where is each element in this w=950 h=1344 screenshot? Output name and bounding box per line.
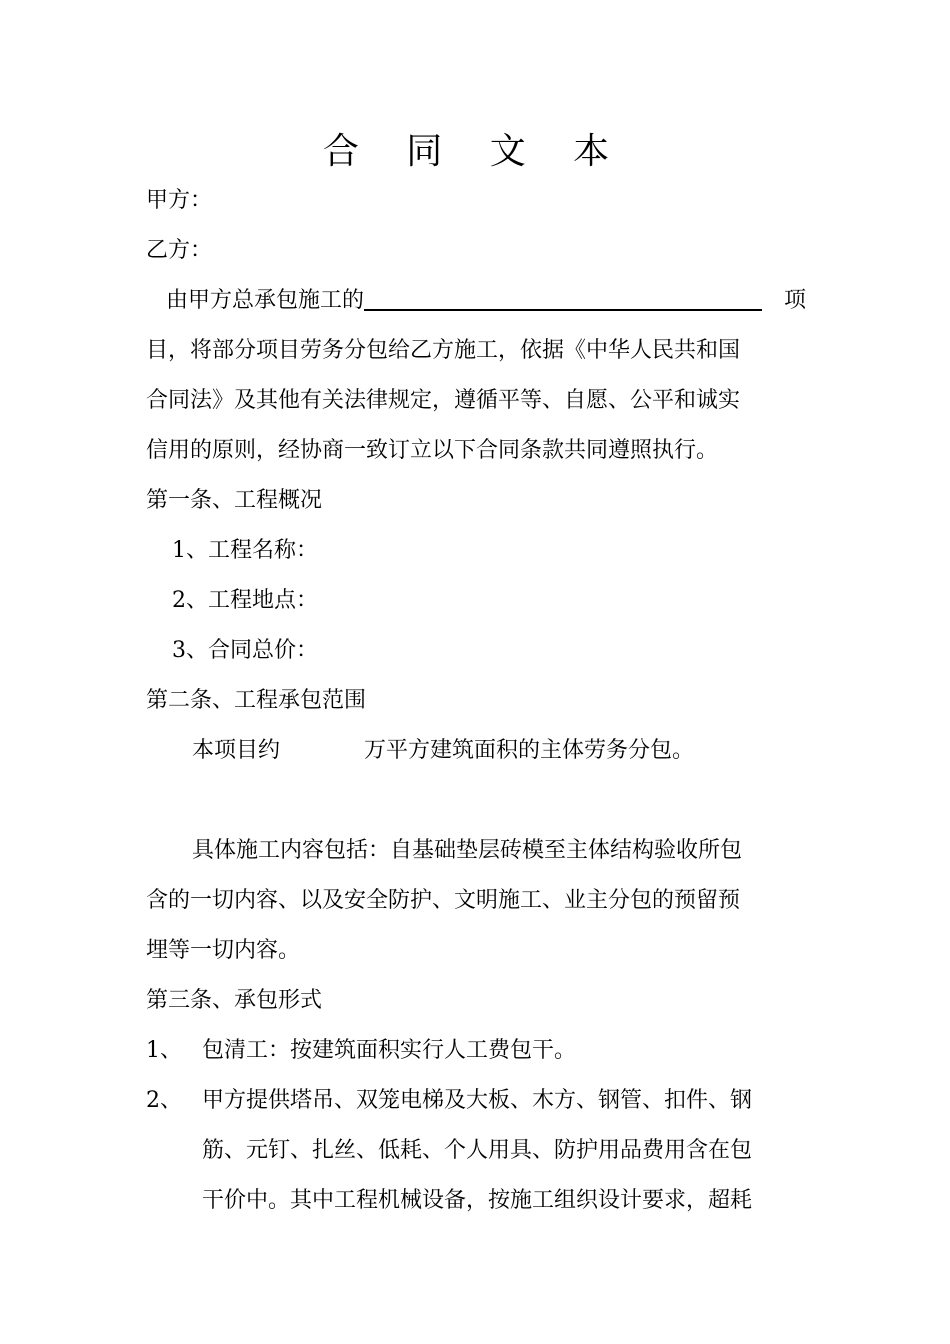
article-3-item-1-text: 包清工：按建筑面积实行人工费包干。 — [202, 1038, 577, 1063]
article-2-content-line-3: 埋等一切内容。 — [146, 938, 301, 963]
article-2-heading: 第二条、工程承包范围 — [146, 688, 367, 713]
intro-line-1 — [166, 286, 806, 316]
intro-suffix: 项 — [783, 288, 806, 313]
article-1-item-contract-price: 3、合同总价： — [172, 638, 318, 663]
scope-suffix: 万平方建筑面积的主体劳务分包。 — [364, 738, 695, 763]
article-3-item-2-line-3: 干价中。其中工程机械设备，按施工组织设计要求，超耗 — [202, 1188, 753, 1213]
article-3-item-2-number: 2、 — [146, 1088, 182, 1113]
document-title: 合 同 文 本 — [322, 131, 628, 172]
article-1-item-project-location: 2、工程地点： — [172, 588, 318, 613]
party-a-label: 甲方： — [146, 188, 213, 213]
project-name-blank — [364, 287, 762, 311]
intro-line-4: 信用的原则，经协商一致订立以下合同条款共同遵照执行。 — [146, 438, 719, 463]
article-3-item-1-number: 1、 — [146, 1038, 182, 1063]
article-3-item-2-line-1: 甲方提供塔吊、双笼电梯及大板、木方、钢管、扣件、钢 — [202, 1088, 753, 1113]
intro-prefix: 由甲方总承包施工的 — [166, 288, 365, 313]
article-3-item-2-line-2: 筋、元钉、扎丝、低耗、个人用具、防护用品费用含在包 — [202, 1138, 753, 1163]
article-3-heading: 第三条、承包形式 — [146, 988, 323, 1013]
intro-line-3: 合同法》及其他有关法律规定，遵循平等、自愿、公平和诚实 — [146, 388, 741, 413]
scope-prefix: 本项目约 — [192, 738, 281, 763]
article-2-content-line-2: 含的一切内容、以及安全防护、文明施工、业主分包的预留预 — [146, 888, 741, 913]
article-2-content-line-1: 具体施工内容包括：自基础垫层砖模至主体结构验收所包 — [192, 838, 743, 863]
intro-line-2: 目，将部分项目劳务分包给乙方施工，依据《中华人民共和国 — [146, 338, 741, 363]
party-b-label: 乙方： — [146, 238, 213, 263]
article-2-scope — [192, 736, 852, 766]
article-1-item-project-name: 1、工程名称： — [172, 538, 318, 563]
article-1-heading: 第一条、工程概况 — [146, 488, 323, 513]
